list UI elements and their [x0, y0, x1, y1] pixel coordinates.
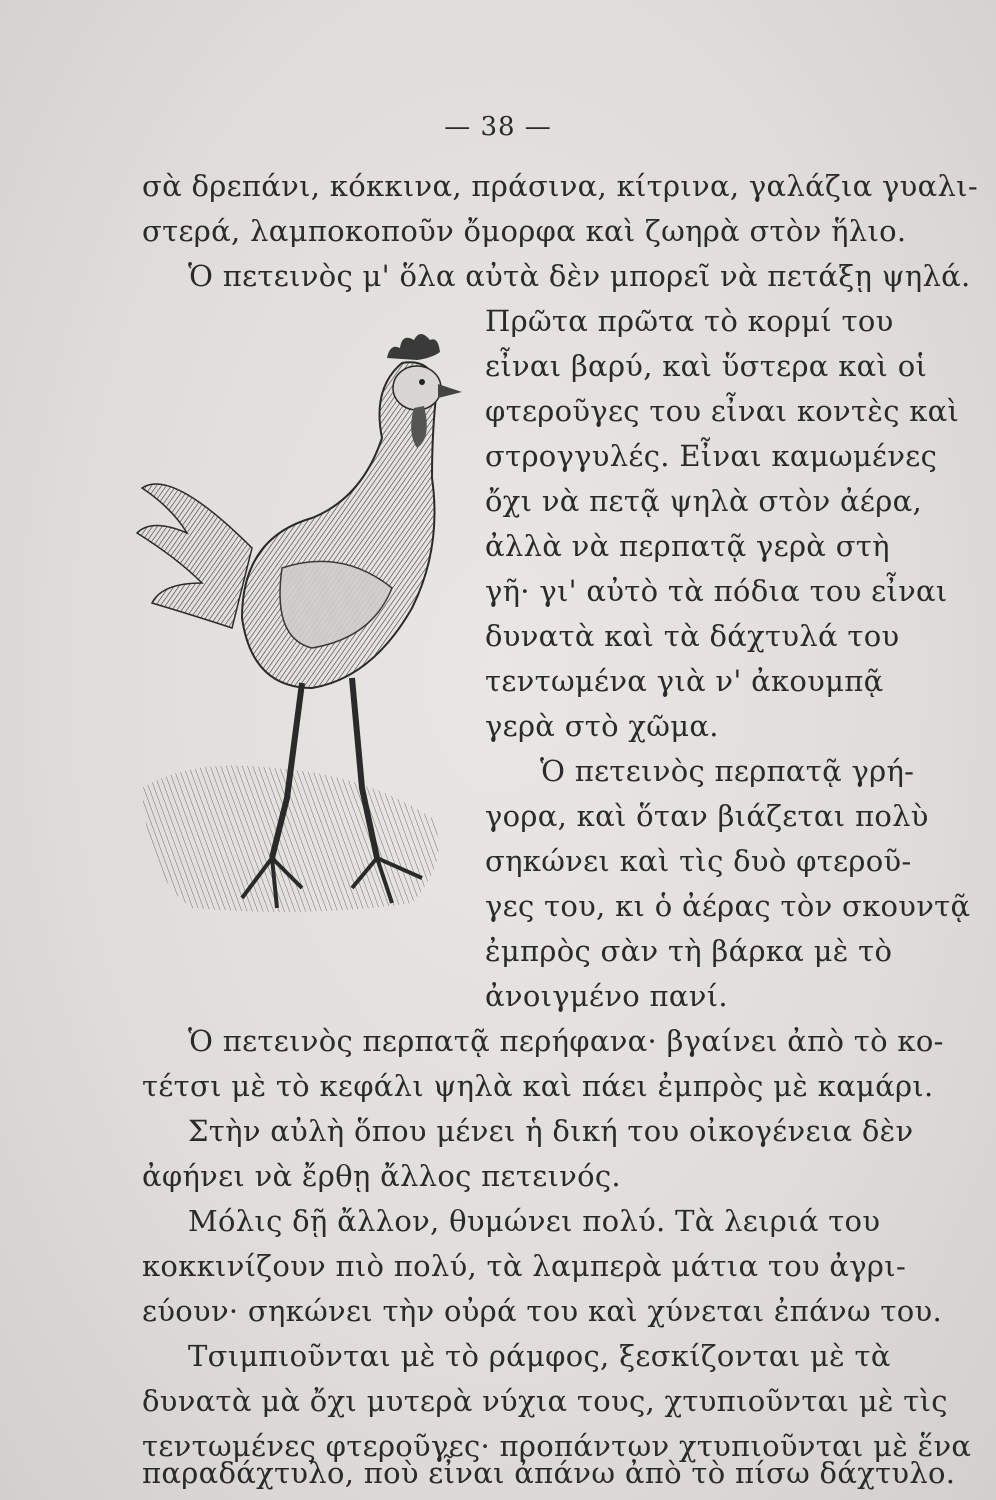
text-line: Τσιμπιοῦνται μὲ τὸ ράμφος, ξεσκίζονται μὲ τὰ	[188, 1339, 891, 1373]
text-line: εἶναι βαρύ, καὶ ὕστερα καὶ οἱ	[485, 349, 928, 383]
text-line: ἐμπρὸς σὰν τὴ βάρκα μὲ τὸ	[485, 934, 893, 968]
text-line: τεντωμένες φτεροῦγες· προπάντων χτυπιοῦνται μὲ ἕνα	[142, 1429, 972, 1463]
text-line: ὄχι νὰ πετᾷ ψηλὰ στὸν ἀέρα,	[485, 484, 922, 518]
text-line: ἀνοιγμένο πανί.	[485, 979, 728, 1013]
text-line: ἀφήνει νὰ ἔρθῃ ἄλλος πετεινός.	[142, 1159, 621, 1193]
text-line: δυνατὰ μὰ ὄχι μυτερὰ νύχια τους, χτυπιοῦνται μὲ τὶς	[142, 1384, 948, 1418]
text-line: σὰ δρεπάνι, κόκκινα, πράσινα, κίτρινα, γαλάζια γυαλι-	[142, 169, 978, 203]
text-line: Ὁ πετεινὸς περπατᾷ γρή-	[540, 754, 915, 788]
text-line: γορα, καὶ ὅταν βιάζεται πολὺ	[485, 799, 929, 833]
text-line: Στὴν αὐλὴ ὅπου μένει ἡ δική του οἰκογένεια δὲν	[188, 1114, 914, 1148]
text-line: παραδάχτυλο, ποὺ εἶναι ἀπάνω ἀπὸ τὸ πίσω δάχτυλο.	[142, 1456, 956, 1490]
text-line: τεντωμένα γιὰ ν' ἀκουμπᾷ	[485, 664, 884, 698]
page-number: — 38 —	[444, 112, 552, 142]
text-line: Πρῶτα πρῶτα τὸ κορμί του	[485, 304, 894, 338]
text-line: σηκώνει καὶ τὶς δυὸ φτεροῦ-	[485, 844, 912, 878]
text-line: τέτσι μὲ τὸ κεφάλι ψηλὰ καὶ πάει ἐμπρὸς μὲ καμάρι.	[142, 1069, 934, 1103]
text-line: στερά, λαμποκοποῦν ὄμορφα καὶ ζωηρὰ στὸν ἥλιο.	[142, 214, 907, 248]
text-line: ἀλλὰ νὰ περπατᾷ γερὰ στὴ	[485, 529, 890, 563]
text-line: γες του, κι ὁ ἀέρας τὸν σκουντᾷ	[485, 889, 971, 923]
text-line: δυνατὰ καὶ τὰ δάχτυλά του	[485, 619, 900, 653]
text-line: εύουν· σηκώνει τὴν οὐρά του καὶ χύνεται ἐπάνω του.	[142, 1294, 942, 1328]
text-line: φτεροῦγες του εἶναι κοντὲς καὶ	[485, 394, 960, 428]
text-line: Μόλις δῇ ἄλλον, θυμώνει πολύ. Τὰ λειριά του	[188, 1204, 881, 1238]
text-line: Ὁ πετεινὸς μ' ὅλα αὐτὰ δὲν μπορεῖ νὰ πετάξῃ ψηλά.	[188, 259, 971, 293]
text-line: στρογγυλές. Εἶναι καμωμένες	[485, 439, 938, 473]
text-line: γῆ· γι' αὐτὸ τὰ πόδια του εἶναι	[485, 574, 948, 608]
rooster-illustration	[132, 318, 472, 928]
text-line: γερὰ στὸ χῶμα.	[485, 709, 719, 743]
text-line: κοκκινίζουν πιὸ πολύ, τὰ λαμπερὰ μάτια του ἀγρι-	[142, 1249, 907, 1283]
text-line: Ὁ πετεινὸς περπατᾷ περήφανα· βγαίνει ἀπὸ τὸ κο-	[188, 1024, 944, 1058]
